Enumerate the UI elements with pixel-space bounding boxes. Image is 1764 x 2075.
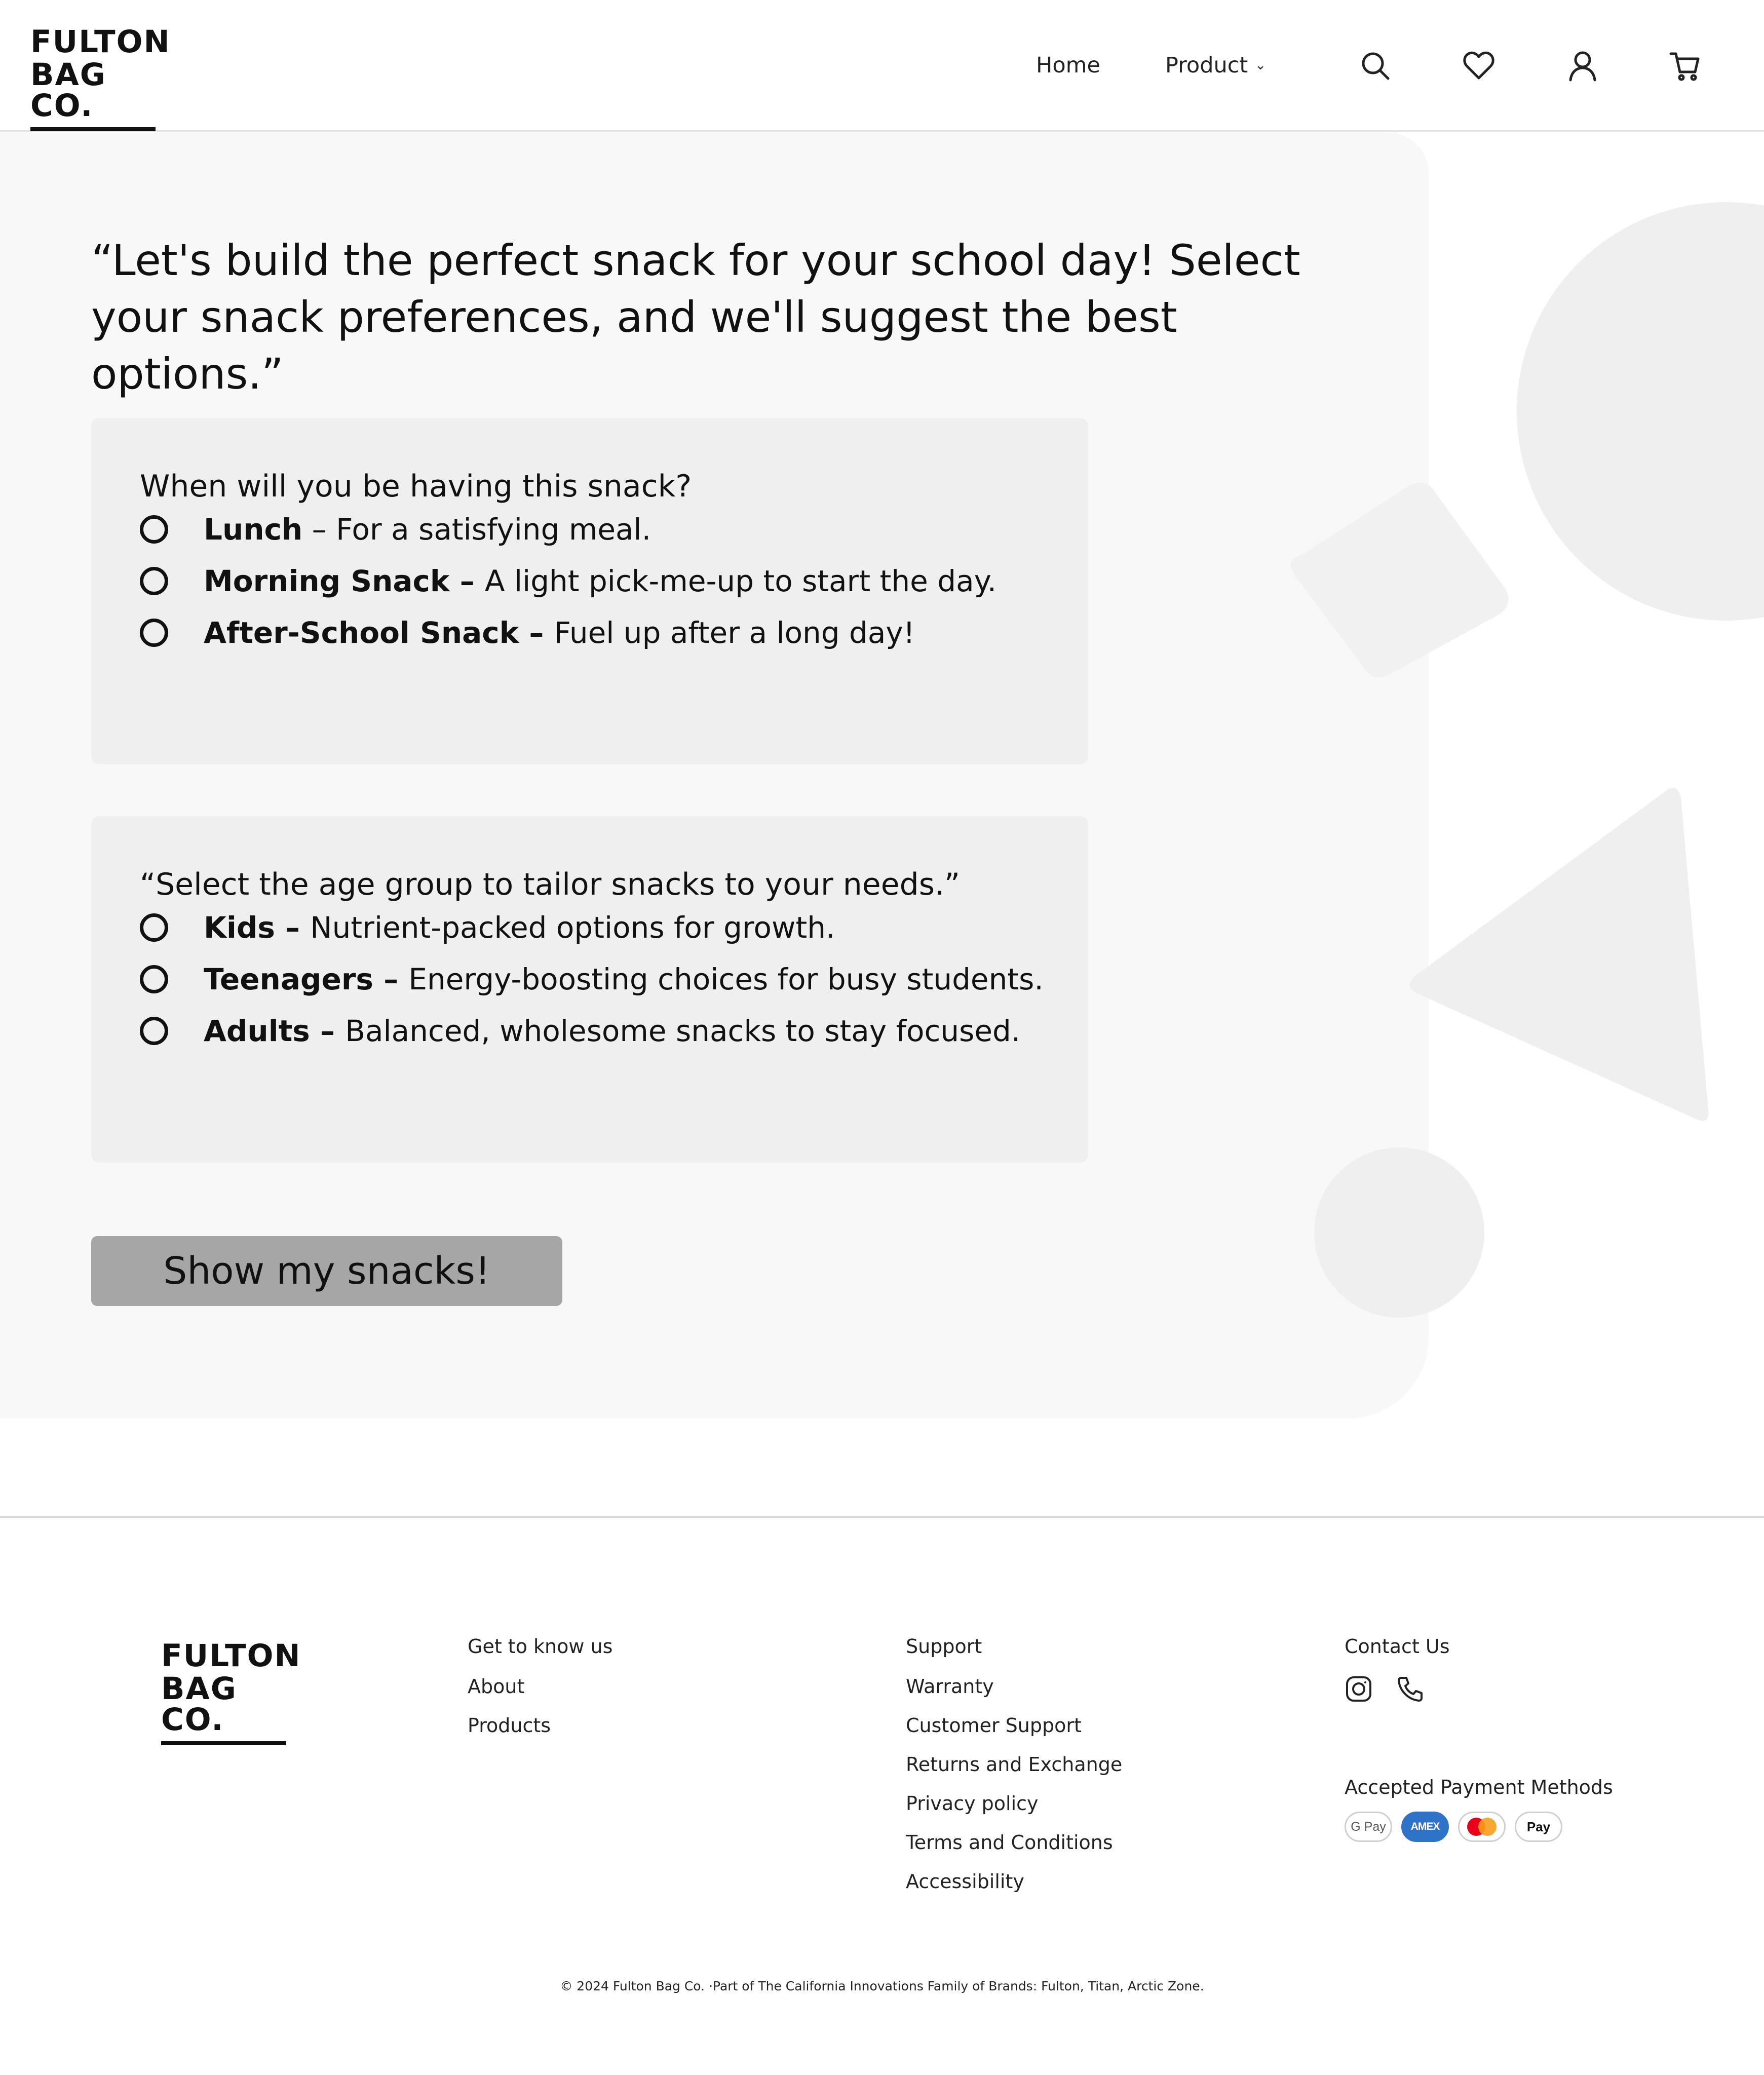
- logo-underline: [161, 1741, 286, 1745]
- footer-logo[interactable]: [161, 1638, 301, 1745]
- nav-product[interactable]: [1165, 53, 1266, 78]
- footer-link-warranty[interactable]: Warranty: [906, 1675, 994, 1698]
- footer-divider: [0, 1516, 1764, 1518]
- footer-heading: Support: [906, 1635, 982, 1658]
- question-title: “Select the age group to tailor snacks to your needs.”: [140, 867, 961, 902]
- footer-link-returns[interactable]: Returns and Exchange: [906, 1753, 1123, 1776]
- chevron-down-icon: ⌄: [1255, 58, 1267, 73]
- footer-link-products[interactable]: Products: [468, 1714, 551, 1737]
- question-title: When will you be having this snack?: [140, 469, 692, 504]
- nav-product-label: Product: [1165, 53, 1248, 78]
- radio-button[interactable]: [140, 913, 168, 942]
- option-teenagers[interactable]: [140, 959, 1044, 1000]
- question-card-age: [91, 816, 1088, 1163]
- radio-button[interactable]: [140, 619, 168, 647]
- footer-link-about[interactable]: About: [468, 1675, 525, 1698]
- payment-methods: [1345, 1812, 1613, 1842]
- footer-link-terms[interactable]: Terms and Conditions: [906, 1831, 1113, 1854]
- radio-button[interactable]: [140, 515, 168, 544]
- option-text: Adults – Balanced, wholesome snacks to stay focused.: [204, 1014, 1021, 1048]
- footer-heading: Contact Us: [1345, 1635, 1450, 1658]
- option-text: After-School Snack – Fuel up after a long day!: [204, 616, 915, 650]
- nav-home[interactable]: Home: [1036, 53, 1100, 78]
- brand-logo[interactable]: [30, 24, 171, 131]
- cart-icon[interactable]: [1669, 50, 1701, 82]
- option-after-school-snack[interactable]: [140, 612, 915, 653]
- show-snacks-button[interactable]: Show my snacks!: [91, 1236, 562, 1306]
- logo-underline: [30, 127, 156, 131]
- payment-methods-heading: Accepted Payment Methods: [1345, 1776, 1613, 1798]
- quiz-intro: “Let's build the perfect snack for your school day! Select your snack preferences, and we'll suggest the best options.”: [91, 236, 1300, 399]
- logo-line-1: FULTON: [161, 1638, 301, 1674]
- copyright: © 2024 Fulton Bag Co. ·Part of The California Innovations Family of Brands: Fulton, Titan, Arctic Zone.: [560, 1979, 1204, 1993]
- deco-triangle: [1410, 788, 1709, 1121]
- heart-icon[interactable]: [1463, 50, 1495, 82]
- radio-button[interactable]: [140, 965, 168, 993]
- option-adults[interactable]: [140, 1011, 1020, 1051]
- footer-link-accessibility[interactable]: Accessibility: [906, 1870, 1024, 1893]
- footer-heading: Get to know us: [468, 1635, 613, 1658]
- search-icon[interactable]: [1359, 50, 1392, 82]
- option-text: Teenagers – Energy-boosting choices for busy students.: [204, 962, 1044, 996]
- google-pay-icon: G Pay: [1345, 1812, 1392, 1842]
- amex-icon: AMEX: [1401, 1812, 1449, 1842]
- user-icon[interactable]: [1566, 50, 1599, 82]
- option-lunch[interactable]: [140, 509, 651, 550]
- option-morning-snack[interactable]: [140, 561, 996, 601]
- logo-line-2: BAG CO.: [30, 57, 106, 124]
- footer-col-about: [468, 1635, 612, 1755]
- deco-circle-large: [1517, 202, 1764, 621]
- apple-pay-icon: Pay: [1515, 1812, 1562, 1842]
- footer-col-support: [906, 1635, 1122, 1911]
- footer-col-contact: [1345, 1635, 1613, 1842]
- option-kids[interactable]: [140, 907, 835, 948]
- site-header: [0, 0, 1764, 132]
- social-links: [1345, 1675, 1613, 1703]
- logo-line-2: BAG CO.: [161, 1671, 237, 1738]
- option-text: Lunch – For a satisfying meal.: [204, 512, 651, 547]
- footer-link-privacy[interactable]: Privacy policy: [906, 1792, 1039, 1815]
- instagram-icon[interactable]: [1345, 1675, 1373, 1703]
- phone-icon[interactable]: [1396, 1675, 1425, 1703]
- mastercard-icon: [1458, 1812, 1506, 1842]
- logo-line-1: FULTON: [30, 24, 171, 60]
- radio-button[interactable]: [140, 1017, 168, 1045]
- question-card-time: [91, 418, 1088, 764]
- footer-link-customer-support[interactable]: Customer Support: [906, 1714, 1082, 1737]
- radio-button[interactable]: [140, 567, 168, 595]
- option-text: Kids – Nutrient-packed options for growth.: [204, 910, 835, 945]
- option-text: Morning Snack – A light pick-me-up to start the day.: [204, 564, 997, 598]
